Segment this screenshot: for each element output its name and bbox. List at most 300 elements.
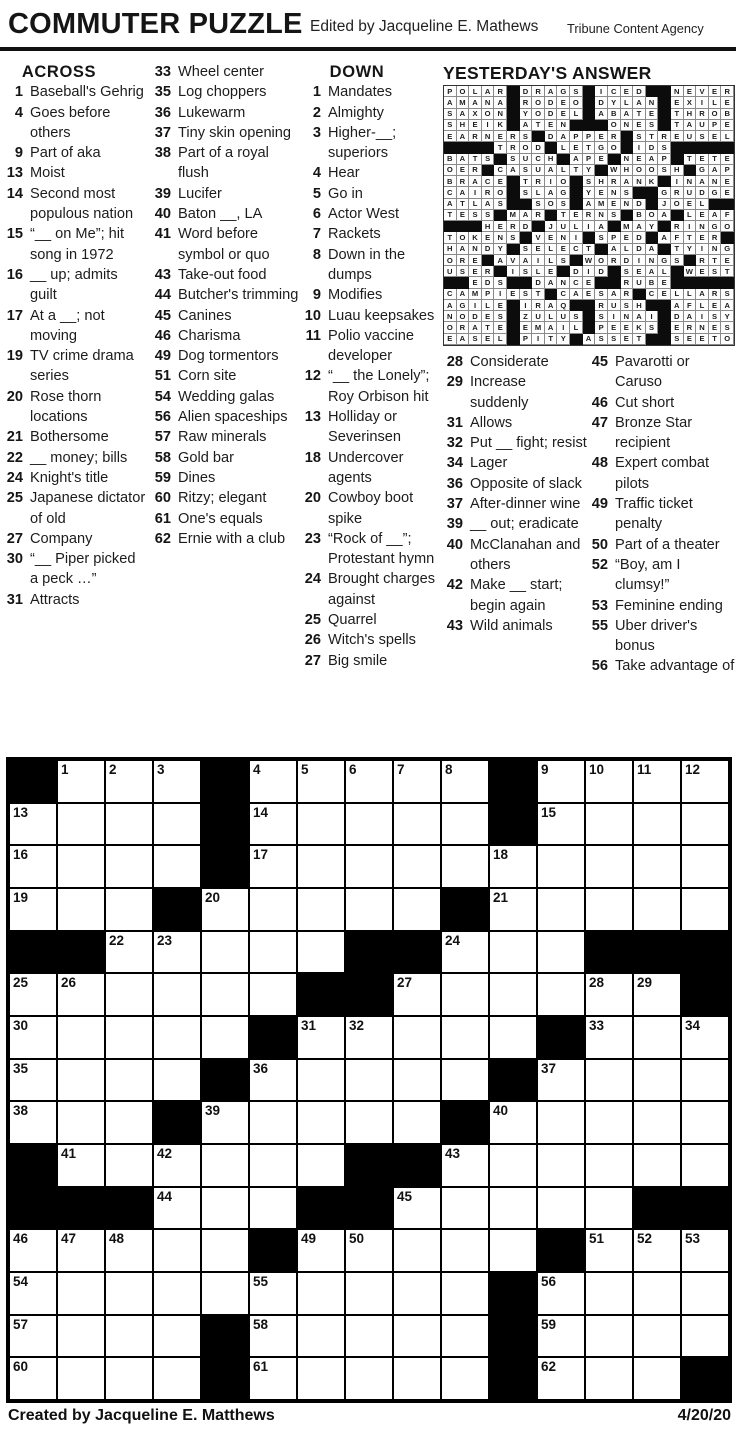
grid-cell[interactable] — [441, 1357, 489, 1400]
clue-text: Charisma — [178, 327, 241, 344]
grid-cell[interactable] — [249, 973, 297, 1016]
grid-cell[interactable] — [393, 845, 441, 888]
grid-cell[interactable] — [441, 1144, 489, 1187]
grid-cell[interactable] — [249, 1187, 297, 1230]
grid-cell[interactable] — [633, 1144, 681, 1187]
grid-cell[interactable] — [585, 803, 633, 846]
grid-cell[interactable] — [297, 1016, 345, 1059]
grid-cell[interactable] — [633, 1101, 681, 1144]
answer-black-cell — [721, 199, 734, 210]
grid-cell[interactable] — [441, 973, 489, 1016]
grid-cell[interactable] — [249, 931, 297, 974]
grid-cell[interactable] — [9, 1229, 57, 1272]
answer-letter-cell: E — [482, 311, 495, 322]
clue-number: 31 — [6, 591, 23, 608]
answer-letter-cell: R — [482, 266, 495, 277]
clue-number: 43 — [154, 266, 171, 283]
grid-cell[interactable] — [105, 760, 153, 803]
grid-cell[interactable] — [537, 760, 585, 803]
clue-item — [298, 488, 448, 529]
answer-letter-cell: I — [494, 289, 507, 300]
clue-text: Wheel center — [178, 64, 264, 80]
grid-cell[interactable] — [57, 1357, 105, 1400]
grid-cell[interactable] — [537, 845, 585, 888]
grid-cell[interactable] — [105, 1229, 153, 1272]
clue-item — [440, 514, 588, 534]
answer-black-cell — [507, 277, 520, 288]
grid-cell[interactable] — [153, 760, 201, 803]
grid-cell[interactable] — [9, 845, 57, 888]
grid-cell[interactable] — [489, 1144, 537, 1187]
grid-cell[interactable] — [633, 888, 681, 931]
grid-cell[interactable] — [57, 1016, 105, 1059]
cell-number: 58 — [253, 1316, 269, 1332]
grid-cell[interactable] — [297, 931, 345, 974]
answer-letter-cell: N — [595, 210, 608, 221]
grid-cell[interactable] — [585, 888, 633, 931]
clue-text: Make __ start; begin again — [470, 577, 563, 614]
grid-cell[interactable] — [345, 1272, 393, 1315]
grid-cell[interactable] — [489, 973, 537, 1016]
grid-cell[interactable] — [537, 1059, 585, 1102]
grid-cell[interactable] — [201, 1016, 249, 1059]
grid-cell[interactable] — [345, 760, 393, 803]
grid-cell[interactable] — [297, 760, 345, 803]
answer-letter-cell: W — [684, 266, 697, 277]
clue-item — [440, 352, 588, 372]
clue-number: 14 — [6, 185, 23, 202]
grid-cell[interactable] — [153, 1315, 201, 1358]
answer-letter-cell: B — [608, 109, 621, 120]
grid-cell[interactable] — [681, 1315, 729, 1358]
answer-letter-cell: Y — [721, 311, 734, 322]
cell-number: 39 — [205, 1103, 221, 1119]
grid-cell[interactable] — [201, 1187, 249, 1230]
answer-letter-cell: A — [621, 176, 634, 187]
grid-cell[interactable] — [489, 845, 537, 888]
grid-cell[interactable] — [393, 1229, 441, 1272]
clue-text: Brought charges against — [328, 571, 436, 608]
answer-letter-cell: S — [671, 334, 684, 345]
clue-item — [298, 448, 448, 489]
grid-cell[interactable] — [201, 1229, 249, 1272]
answer-black-cell — [507, 109, 520, 120]
grid-cell[interactable] — [201, 1272, 249, 1315]
answer-letter-cell: T — [520, 176, 533, 187]
answer-letter-cell: D — [595, 266, 608, 277]
grid-cell[interactable] — [537, 1315, 585, 1358]
grid-cell[interactable] — [633, 1059, 681, 1102]
grid-cell[interactable] — [441, 1187, 489, 1230]
grid-cell[interactable] — [345, 1101, 393, 1144]
answer-letter-cell: C — [646, 289, 659, 300]
answer-letter-cell: A — [494, 97, 507, 108]
answer-black-cell — [658, 97, 671, 108]
grid-cell[interactable] — [9, 973, 57, 1016]
grid-cell[interactable] — [57, 803, 105, 846]
clue-text: Tiny skin opening — [178, 124, 292, 141]
grid-cell[interactable] — [297, 803, 345, 846]
grid-cell[interactable] — [57, 1144, 105, 1187]
grid-cell[interactable] — [393, 1272, 441, 1315]
answer-black-cell — [646, 232, 659, 243]
grid-cell[interactable] — [441, 931, 489, 974]
answer-letter-cell: E — [469, 277, 482, 288]
grid-black-cell — [585, 931, 633, 974]
grid-cell[interactable] — [57, 845, 105, 888]
clue-text: Allows — [470, 414, 513, 431]
grid-cell[interactable] — [489, 1229, 537, 1272]
grid-cell[interactable] — [441, 803, 489, 846]
grid-cell[interactable] — [153, 845, 201, 888]
answer-letter-cell: E — [482, 232, 495, 243]
grid-cell[interactable] — [105, 1059, 153, 1102]
grid-cell[interactable] — [345, 1229, 393, 1272]
grid-cell[interactable] — [9, 1357, 57, 1400]
grid-cell[interactable] — [681, 845, 729, 888]
grid-cell[interactable] — [9, 1101, 57, 1144]
grid-cell[interactable] — [105, 1144, 153, 1187]
grid-cell[interactable] — [105, 931, 153, 974]
grid-cell[interactable] — [681, 1101, 729, 1144]
answer-letter-cell: E — [469, 255, 482, 266]
grid-black-cell — [537, 1016, 585, 1059]
clue-number: 5 — [312, 185, 321, 202]
answer-black-cell — [583, 109, 596, 120]
grid-cell[interactable] — [585, 1315, 633, 1358]
answer-letter-cell: J — [545, 221, 558, 232]
grid-cell[interactable] — [249, 760, 297, 803]
grid-cell[interactable] — [585, 1229, 633, 1272]
answer-letter-cell: L — [721, 131, 734, 142]
grid-cell[interactable] — [105, 1357, 153, 1400]
grid-cell[interactable] — [153, 1357, 201, 1400]
answer-letter-cell: A — [583, 199, 596, 210]
grid-cell[interactable] — [57, 888, 105, 931]
answer-black-cell — [684, 142, 697, 153]
grid-cell[interactable] — [345, 1357, 393, 1400]
grid-cell[interactable] — [393, 1101, 441, 1144]
grid-cell[interactable] — [345, 1059, 393, 1102]
grid-cell[interactable] — [585, 760, 633, 803]
clue-item — [0, 387, 146, 428]
answer-black-cell — [684, 165, 697, 176]
grid-black-cell — [57, 1187, 105, 1230]
answer-letter-cell: D — [520, 221, 533, 232]
answer-letter-cell: S — [520, 244, 533, 255]
grid-cell[interactable] — [681, 760, 729, 803]
grid-cell[interactable] — [345, 803, 393, 846]
answer-letter-cell: O — [444, 322, 457, 333]
answer-letter-cell: R — [507, 142, 520, 153]
grid-cell[interactable] — [585, 1144, 633, 1187]
grid-cell[interactable] — [297, 1357, 345, 1400]
grid-cell[interactable] — [153, 1187, 201, 1230]
answer-letter-cell: O — [646, 165, 659, 176]
grid-cell[interactable] — [9, 1315, 57, 1358]
grid-black-cell — [249, 1229, 297, 1272]
answer-letter-cell: L — [469, 86, 482, 97]
grid-cell[interactable] — [681, 803, 729, 846]
answer-black-cell — [658, 334, 671, 345]
grid-cell[interactable] — [297, 1144, 345, 1187]
grid-cell[interactable] — [57, 1101, 105, 1144]
answer-letter-cell: S — [520, 131, 533, 142]
answer-letter-cell: O — [494, 187, 507, 198]
grid-cell[interactable] — [153, 1144, 201, 1187]
clue-text: Expert combat pilots — [615, 455, 710, 492]
answer-letter-cell: E — [608, 199, 621, 210]
cell-number: 29 — [637, 975, 653, 991]
grid-cell[interactable] — [585, 1187, 633, 1230]
grid-cell[interactable] — [681, 1229, 729, 1272]
clue-text: Put __ fight; resist — [470, 435, 587, 452]
grid-cell[interactable] — [153, 803, 201, 846]
answer-letter-cell: E — [621, 334, 634, 345]
clue-text: Increase suddenly — [470, 374, 529, 411]
grid-cell[interactable] — [393, 1315, 441, 1358]
clue-item — [0, 143, 146, 163]
grid-cell[interactable] — [633, 803, 681, 846]
grid-cell[interactable] — [489, 931, 537, 974]
answer-letter-cell: D — [520, 86, 533, 97]
clue-text: “Boy, am I clumsy!” — [615, 556, 681, 594]
answer-letter-cell: E — [696, 232, 709, 243]
grid-cell[interactable] — [585, 845, 633, 888]
grid-cell[interactable] — [153, 1272, 201, 1315]
clue-number: 15 — [6, 226, 23, 243]
answer-letter-cell: D — [482, 244, 495, 255]
grid-cell[interactable] — [537, 1101, 585, 1144]
grid-cell[interactable] — [441, 760, 489, 803]
clue-item — [0, 529, 146, 549]
grid-cell[interactable] — [585, 1101, 633, 1144]
grid-cell[interactable] — [249, 1357, 297, 1400]
grid-cell[interactable] — [633, 1229, 681, 1272]
answer-letter-cell: R — [709, 232, 722, 243]
grid-cell[interactable] — [537, 1144, 585, 1187]
grid-cell[interactable] — [9, 888, 57, 931]
grid-cell[interactable] — [9, 1059, 57, 1102]
grid-cell[interactable] — [489, 888, 537, 931]
grid-cell[interactable] — [537, 931, 585, 974]
clue-text: Cut short — [615, 394, 675, 411]
grid-cell[interactable] — [57, 1229, 105, 1272]
grid-cell[interactable] — [297, 1272, 345, 1315]
grid-cell[interactable] — [633, 760, 681, 803]
grid-cell[interactable] — [249, 1315, 297, 1358]
grid-cell[interactable] — [249, 1059, 297, 1102]
answer-letter-cell: E — [671, 97, 684, 108]
grid-cell[interactable] — [249, 1272, 297, 1315]
grid-cell[interactable] — [105, 1101, 153, 1144]
grid-cell[interactable] — [9, 1016, 57, 1059]
grid-cell[interactable] — [537, 1187, 585, 1230]
grid-cell[interactable] — [489, 1187, 537, 1230]
grid-cell[interactable] — [441, 1229, 489, 1272]
grid-cell[interactable] — [297, 1229, 345, 1272]
grid-cell[interactable] — [585, 1357, 633, 1400]
answer-letter-cell: R — [621, 289, 634, 300]
answer-letter-cell: O — [532, 109, 545, 120]
grid-cell[interactable] — [105, 1016, 153, 1059]
grid-cell[interactable] — [633, 1357, 681, 1400]
answer-black-cell — [507, 244, 520, 255]
grid-cell[interactable] — [537, 888, 585, 931]
answer-letter-cell: O — [457, 311, 470, 322]
grid-cell[interactable] — [105, 973, 153, 1016]
clue-number: 49 — [154, 348, 171, 365]
answer-letter-cell: L — [469, 199, 482, 210]
cell-number: 11 — [637, 762, 652, 777]
grid-cell[interactable] — [393, 888, 441, 931]
clue-number: 12 — [304, 368, 321, 385]
clue-number: 43 — [446, 617, 463, 634]
grid-cell[interactable] — [585, 1272, 633, 1315]
grid-cell[interactable] — [681, 1272, 729, 1315]
grid-cell[interactable] — [537, 803, 585, 846]
grid-cell[interactable] — [249, 845, 297, 888]
grid-cell[interactable] — [153, 1229, 201, 1272]
clue-text: Raw minerals — [178, 429, 267, 446]
grid-cell[interactable] — [249, 1101, 297, 1144]
grid-cell[interactable] — [537, 1357, 585, 1400]
clue-number: 58 — [154, 449, 171, 466]
grid-cell[interactable] — [393, 1357, 441, 1400]
grid-cell[interactable] — [393, 973, 441, 1016]
grid-cell[interactable] — [681, 1144, 729, 1187]
grid-cell[interactable] — [633, 1016, 681, 1059]
answer-letter-cell: E — [633, 154, 646, 165]
grid-cell[interactable] — [201, 973, 249, 1016]
answer-black-cell — [507, 176, 520, 187]
grid-cell[interactable] — [297, 1101, 345, 1144]
clue-text: Wedding galas — [178, 388, 275, 405]
grid-cell[interactable] — [633, 1272, 681, 1315]
grid-cell[interactable] — [537, 973, 585, 1016]
grid-cell[interactable] — [585, 1059, 633, 1102]
cell-number: 32 — [349, 1018, 365, 1033]
grid-cell[interactable] — [201, 931, 249, 974]
grid-cell[interactable] — [201, 1144, 249, 1187]
grid-cell[interactable] — [57, 1315, 105, 1358]
grid-cell[interactable] — [681, 1016, 729, 1059]
grid-cell[interactable] — [681, 888, 729, 931]
grid-cell[interactable] — [297, 1315, 345, 1358]
grid-cell[interactable] — [153, 1016, 201, 1059]
grid-cell[interactable] — [105, 888, 153, 931]
grid-cell[interactable] — [9, 1272, 57, 1315]
grid-cell[interactable] — [105, 845, 153, 888]
grid-cell[interactable] — [153, 1059, 201, 1102]
grid-cell[interactable] — [57, 760, 105, 803]
grid-cell[interactable] — [105, 1272, 153, 1315]
grid-cell[interactable] — [393, 803, 441, 846]
grid-cell[interactable] — [441, 1315, 489, 1358]
grid-cell[interactable] — [681, 1059, 729, 1102]
answer-letter-cell: P — [444, 86, 457, 97]
grid-cell[interactable] — [633, 1315, 681, 1358]
grid-cell[interactable] — [393, 1016, 441, 1059]
grid-cell[interactable] — [105, 803, 153, 846]
grid-cell[interactable] — [441, 845, 489, 888]
grid-cell[interactable] — [297, 845, 345, 888]
grid-cell[interactable] — [57, 1272, 105, 1315]
answer-letter-cell: E — [545, 266, 558, 277]
grid-black-cell — [393, 931, 441, 974]
answer-letter-cell: K — [633, 322, 646, 333]
answer-letter-cell: Y — [520, 109, 533, 120]
grid-cell[interactable] — [297, 1059, 345, 1102]
grid-cell[interactable] — [633, 973, 681, 1016]
grid-cell[interactable] — [489, 1016, 537, 1059]
clue-column-across-cont — [148, 62, 300, 549]
grid-cell[interactable] — [393, 1187, 441, 1230]
grid-cell[interactable] — [297, 888, 345, 931]
cell-number: 2 — [109, 762, 117, 777]
grid-cell[interactable] — [249, 1144, 297, 1187]
grid-black-cell — [201, 1315, 249, 1358]
clue-number: 17 — [6, 307, 23, 324]
grid-cell[interactable] — [153, 931, 201, 974]
grid-cell[interactable] — [345, 845, 393, 888]
answer-letter-cell: G — [721, 244, 734, 255]
answer-letter-cell: L — [709, 97, 722, 108]
clue-number: 41 — [154, 226, 171, 243]
grid-cell[interactable] — [633, 845, 681, 888]
grid-cell[interactable] — [585, 973, 633, 1016]
clue-text: Ernie with a club — [178, 530, 286, 547]
clue-item — [148, 346, 300, 366]
answer-letter-cell: P — [721, 165, 734, 176]
grid-cell[interactable] — [57, 973, 105, 1016]
grid-cell[interactable] — [585, 1016, 633, 1059]
grid-cell[interactable] — [201, 1101, 249, 1144]
grid-cell[interactable] — [105, 1315, 153, 1358]
answer-letter-cell: T — [633, 334, 646, 345]
grid-cell[interactable] — [489, 1101, 537, 1144]
grid-cell[interactable] — [9, 803, 57, 846]
answer-letter-cell: T — [583, 244, 596, 255]
grid-cell[interactable] — [441, 1059, 489, 1102]
answer-letter-cell: E — [545, 232, 558, 243]
answer-letter-cell: C — [608, 86, 621, 97]
grid-cell[interactable] — [537, 1272, 585, 1315]
grid-cell[interactable] — [153, 973, 201, 1016]
answer-letter-cell: S — [646, 322, 659, 333]
grid-cell[interactable] — [345, 1016, 393, 1059]
grid-cell[interactable] — [249, 888, 297, 931]
clue-text: “__ the Lonely”; Roy Orbison hit — [328, 368, 430, 405]
grid-cell[interactable] — [345, 1315, 393, 1358]
cell-number: 1 — [61, 762, 69, 777]
grid-cell[interactable] — [201, 888, 249, 931]
answer-letter-cell: O — [671, 199, 684, 210]
answer-letter-cell: D — [545, 97, 558, 108]
answer-letter-cell: D — [482, 277, 495, 288]
grid-cell[interactable] — [57, 1059, 105, 1102]
clue-item — [298, 651, 448, 671]
grid-cell[interactable] — [393, 1059, 441, 1102]
grid-cell[interactable] — [441, 1272, 489, 1315]
grid-cell[interactable] — [345, 888, 393, 931]
grid-cell[interactable] — [441, 1016, 489, 1059]
clue-number: 52 — [591, 556, 608, 573]
grid-cell[interactable] — [249, 803, 297, 846]
cell-number: 57 — [13, 1316, 29, 1332]
grid-cell[interactable] — [393, 760, 441, 803]
clue-item — [298, 610, 448, 630]
